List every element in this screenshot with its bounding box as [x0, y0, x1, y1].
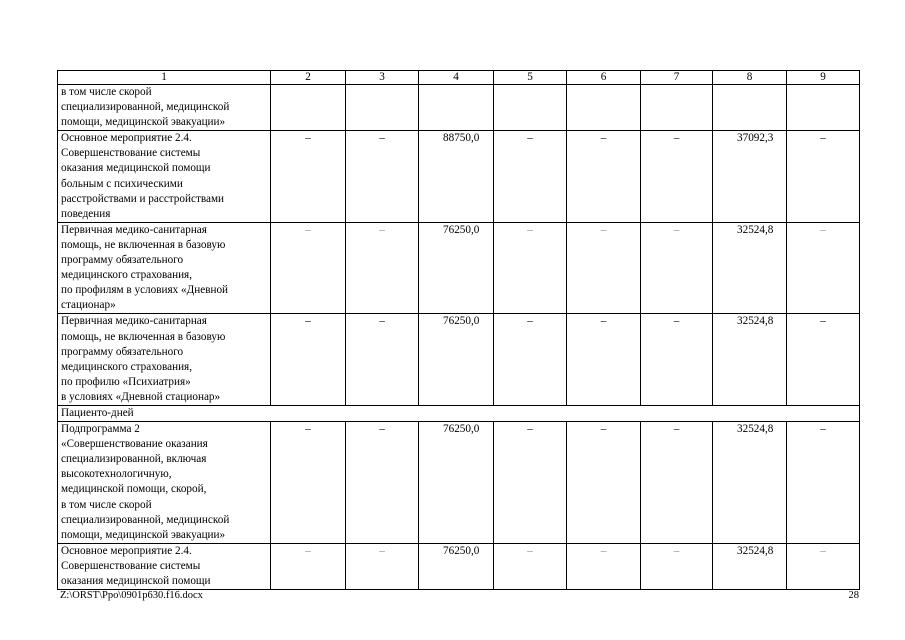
- value-cell: [346, 85, 419, 131]
- description-line: специализированной, включая: [61, 453, 207, 466]
- description-line: медицинской помощи, скорой,: [61, 483, 207, 496]
- description-line: поведения: [61, 207, 111, 220]
- header-cell: 9: [787, 71, 860, 85]
- description-line: программу обязательного: [61, 345, 184, 358]
- value-cell: 76250,0: [419, 543, 494, 589]
- header-cell: 3: [346, 71, 419, 85]
- header-cell: 7: [641, 71, 713, 85]
- header-cell: 6: [567, 71, 641, 85]
- header-cell: 8: [713, 71, 787, 85]
- description-line: помощь, не включенная в базовую: [61, 238, 226, 251]
- header-row: [58, 71, 860, 85]
- value-cell: 88750,0: [419, 131, 494, 223]
- value-cell: –: [787, 314, 860, 406]
- description-line: Основное мероприятие 2.4.: [61, 544, 192, 557]
- value-cell: –: [787, 543, 860, 589]
- table-row: [58, 422, 860, 544]
- value-cell: 76250,0: [419, 422, 494, 544]
- value-cell: –: [787, 422, 860, 544]
- value-cell: –: [641, 131, 713, 223]
- header-cell: 4: [419, 71, 494, 85]
- value-cell: –: [271, 314, 346, 406]
- description-line: оказания медицинской помощи: [61, 162, 211, 175]
- description-line: расстройствами и расстройствами: [61, 192, 225, 205]
- table-row: [58, 543, 860, 589]
- description-cell: [58, 422, 271, 544]
- description-line: медицинского страхования,: [61, 360, 192, 373]
- section-row: [58, 405, 860, 421]
- description-line: по профилю «Психиатрия»: [61, 375, 191, 388]
- value-cell: –: [494, 131, 567, 223]
- footer-file-path: Z:\ORST\Ppo\0901p630.f16.docx: [60, 590, 203, 601]
- description-line: оказания медицинской помощи: [61, 575, 211, 587]
- value-cell: 32524,8: [713, 422, 787, 544]
- description-cell: [58, 85, 271, 131]
- description-line: Первичная медико-санитарная: [61, 315, 207, 328]
- table-row: [58, 222, 860, 314]
- value-cell: –: [271, 222, 346, 314]
- value-cell: –: [346, 543, 419, 589]
- description-line: Первичная медико-санитарная: [61, 223, 207, 236]
- value-cell: –: [787, 222, 860, 314]
- value-cell: –: [494, 314, 567, 406]
- value-cell: 32524,8: [713, 222, 787, 314]
- value-cell: –: [567, 222, 641, 314]
- description-line: стационар»: [61, 299, 116, 312]
- description-line: программу обязательного: [61, 254, 184, 267]
- value-cell: –: [271, 543, 346, 589]
- value-cell: –: [641, 314, 713, 406]
- value-cell: [419, 85, 494, 131]
- value-cell: [787, 85, 860, 131]
- header-cell: 2: [271, 71, 346, 85]
- value-cell: 76250,0: [419, 222, 494, 314]
- value-cell: –: [494, 543, 567, 589]
- value-cell: 32524,8: [713, 314, 787, 406]
- description-line: больным с психическими: [61, 177, 183, 190]
- description-line: помощи, медицинской эвакуации»: [61, 528, 226, 541]
- description-line: Подпрограмма 2: [61, 423, 140, 436]
- description-line: специализированной, медицинской: [61, 101, 230, 114]
- description-line: Совершенствование системы: [61, 147, 201, 160]
- value-cell: –: [271, 131, 346, 223]
- value-cell: –: [494, 222, 567, 314]
- value-cell: –: [787, 131, 860, 223]
- description-line: высокотехнологичную,: [61, 468, 172, 481]
- description-line: медицинского страхования,: [61, 269, 192, 282]
- value-cell: –: [346, 131, 419, 223]
- value-cell: –: [641, 222, 713, 314]
- description-line: «Совершенствование оказания: [61, 438, 208, 451]
- value-cell: [494, 85, 567, 131]
- value-cell: 37092,3: [713, 131, 787, 223]
- value-cell: [713, 85, 787, 131]
- value-cell: –: [641, 543, 713, 589]
- description-line: помощь, не включенная в базовую: [61, 330, 226, 343]
- value-cell: 32524,8: [713, 543, 787, 589]
- value-cell: –: [346, 222, 419, 314]
- description-cell: [58, 131, 271, 223]
- description-line: помощи, медицинской эвакуации»: [61, 116, 226, 129]
- description-line: в том числе скорой: [61, 86, 152, 98]
- page-number: 28: [848, 590, 859, 601]
- description-line: по профилям в условиях «Дневной: [61, 284, 229, 297]
- value-cell: –: [567, 131, 641, 223]
- value-cell: –: [567, 314, 641, 406]
- description-line: Совершенствование системы: [61, 559, 201, 572]
- value-cell: –: [271, 422, 346, 544]
- value-cell: –: [346, 314, 419, 406]
- table-row: [58, 85, 860, 131]
- value-cell: –: [567, 543, 641, 589]
- value-cell: [567, 85, 641, 131]
- description-line: специализированной, медицинской: [61, 513, 230, 526]
- description-cell: [58, 314, 271, 406]
- value-cell: 76250,0: [419, 314, 494, 406]
- description-cell: [58, 222, 271, 314]
- value-cell: –: [641, 422, 713, 544]
- description-line: Основное мероприятие 2.4.: [61, 132, 192, 145]
- data-table: [57, 70, 860, 590]
- table-row: [58, 131, 860, 223]
- value-cell: –: [346, 422, 419, 544]
- description-cell: [58, 543, 271, 589]
- header-cell: 5: [494, 71, 567, 85]
- value-cell: [641, 85, 713, 131]
- section-label: Пациенто-дней: [58, 405, 860, 421]
- table-row: [58, 314, 860, 406]
- value-cell: –: [494, 422, 567, 544]
- value-cell: [271, 85, 346, 131]
- header-cell: 1: [58, 71, 271, 85]
- description-line: в том числе скорой: [61, 498, 152, 511]
- value-cell: –: [567, 422, 641, 544]
- description-line: в условиях «Дневной стационар»: [61, 390, 221, 403]
